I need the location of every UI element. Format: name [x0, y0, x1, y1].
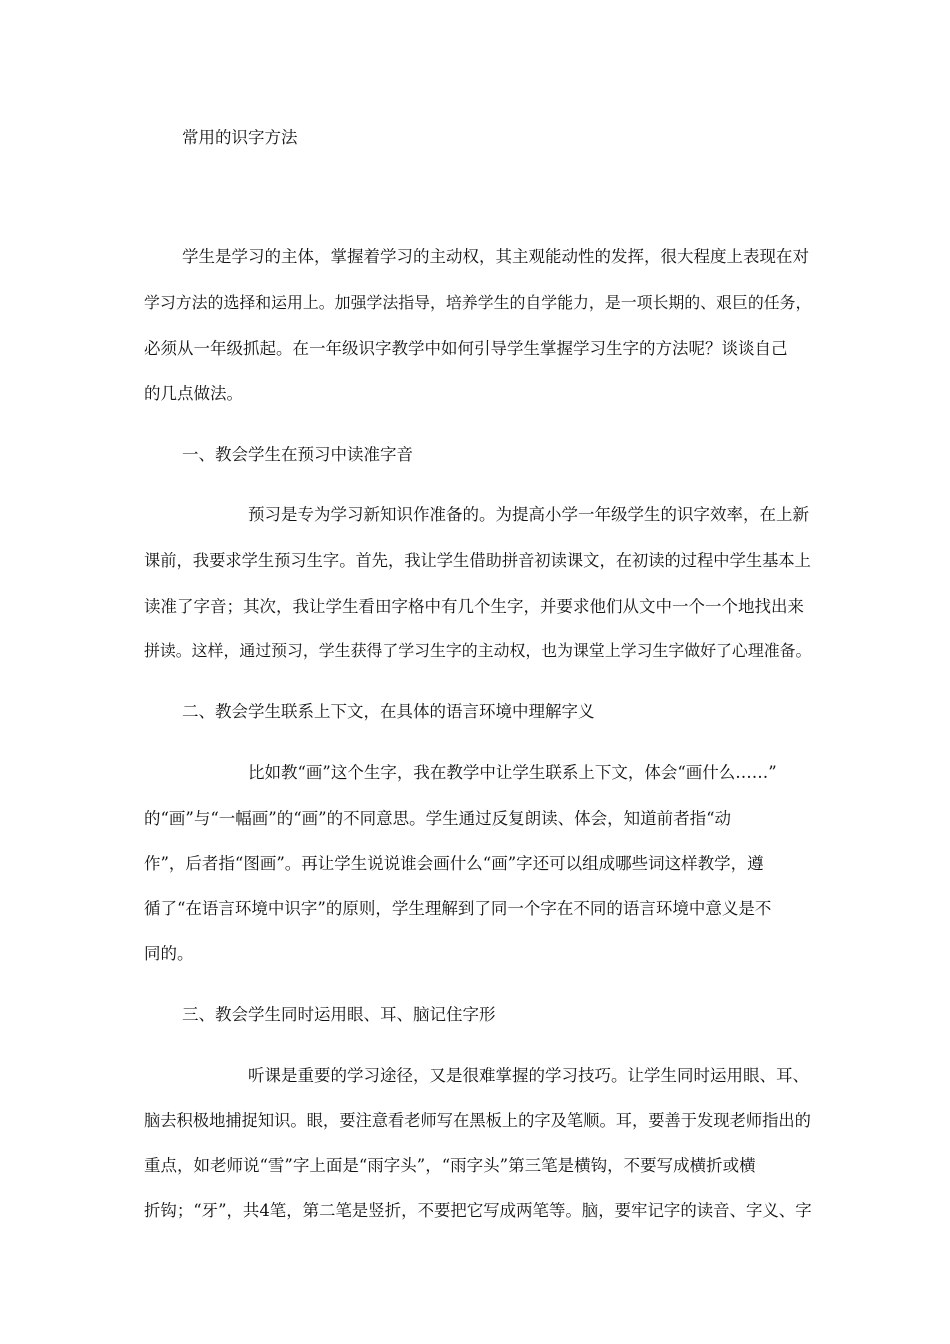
section-3-line-2: 脑去积极地捕捉知识。眼，要注意看老师写在黑板上的字及笔顺。耳，要善于发现老师指出的	[144, 1111, 811, 1130]
intro-line-2: 学习方法的选择和运用上。加强学法指导，培养学生的自学能力，是一项长期的、艰巨的任务，	[144, 293, 812, 312]
section-1-line-2: 课前，我要求学生预习生字。首先，我让学生借助拼音初读课文，在初读的过程中学生基本上	[144, 551, 811, 570]
intro-line-1: 学生是学习的主体，掌握着学习的主动权，其主观能动性的发挥，很大程度上表现在对	[182, 247, 809, 266]
intro-line-3: 必须从一年级抓起。在一年级识字教学中如何引导学生掌握学习生字的方法呢？谈谈自己	[144, 339, 788, 358]
section-2-line-2: 的“画”与“一幅画”的“画”的不同意思。学生通过反复朗读、体会，知道前者指“动	[144, 809, 732, 828]
section-1-line-1: 预习是专为学习新知识作准备的。为提高小学一年级学生的识字效率，在上新	[248, 505, 809, 524]
section-2-heading: 二、教会学生联系上下文，在具体的语言环境中理解字义	[182, 702, 595, 721]
section-3-heading: 三、教会学生同时运用眼、耳、脑记住字形	[182, 1005, 496, 1024]
intro-line-4: 的几点做法。	[144, 384, 243, 403]
document-title: 常用的识字方法	[182, 128, 298, 147]
section-1-line-4: 拼读。这样，通过预习，学生获得了学习生字的主动权，也为课堂上学习生字做好了心理准备。	[144, 641, 812, 660]
section-2-line-3: 作”，后者指“图画”。再让学生说说谁会画什么“画”字还可以组成哪些词这样教学，遵	[144, 854, 764, 873]
section-3-line-1: 听课是重要的学习途径，又是很难掌握的学习技巧。让学生同时运用眼、耳、	[248, 1066, 809, 1085]
section-1-heading: 一、教会学生在预习中读准字音	[182, 445, 413, 464]
section-3-line-4: 折钩；“牙”，共4笔，第二笔是竖折，不要把它写成两笔等。脑，要牢记字的读音、字义、字	[144, 1201, 812, 1220]
section-2-line-4: 循了“在语言环境中识字”的原则，学生理解到了同一个字在不同的语言环境中意义是不	[144, 899, 772, 918]
section-2-line-1: 比如教“画”这个生字，我在教学中让学生联系上下文，体会“画什么……”	[248, 763, 777, 782]
section-2-line-5: 同的。	[144, 944, 194, 963]
section-1-line-3: 读准了字音；其次，我让学生看田字格中有几个生字，并要求他们从文中一个一个地找出来	[144, 597, 804, 616]
section-3-line-3: 重点，如老师说“雪”字上面是“雨字头”，“雨字头”第三笔是横钩，不要写成横折或横	[144, 1156, 756, 1175]
